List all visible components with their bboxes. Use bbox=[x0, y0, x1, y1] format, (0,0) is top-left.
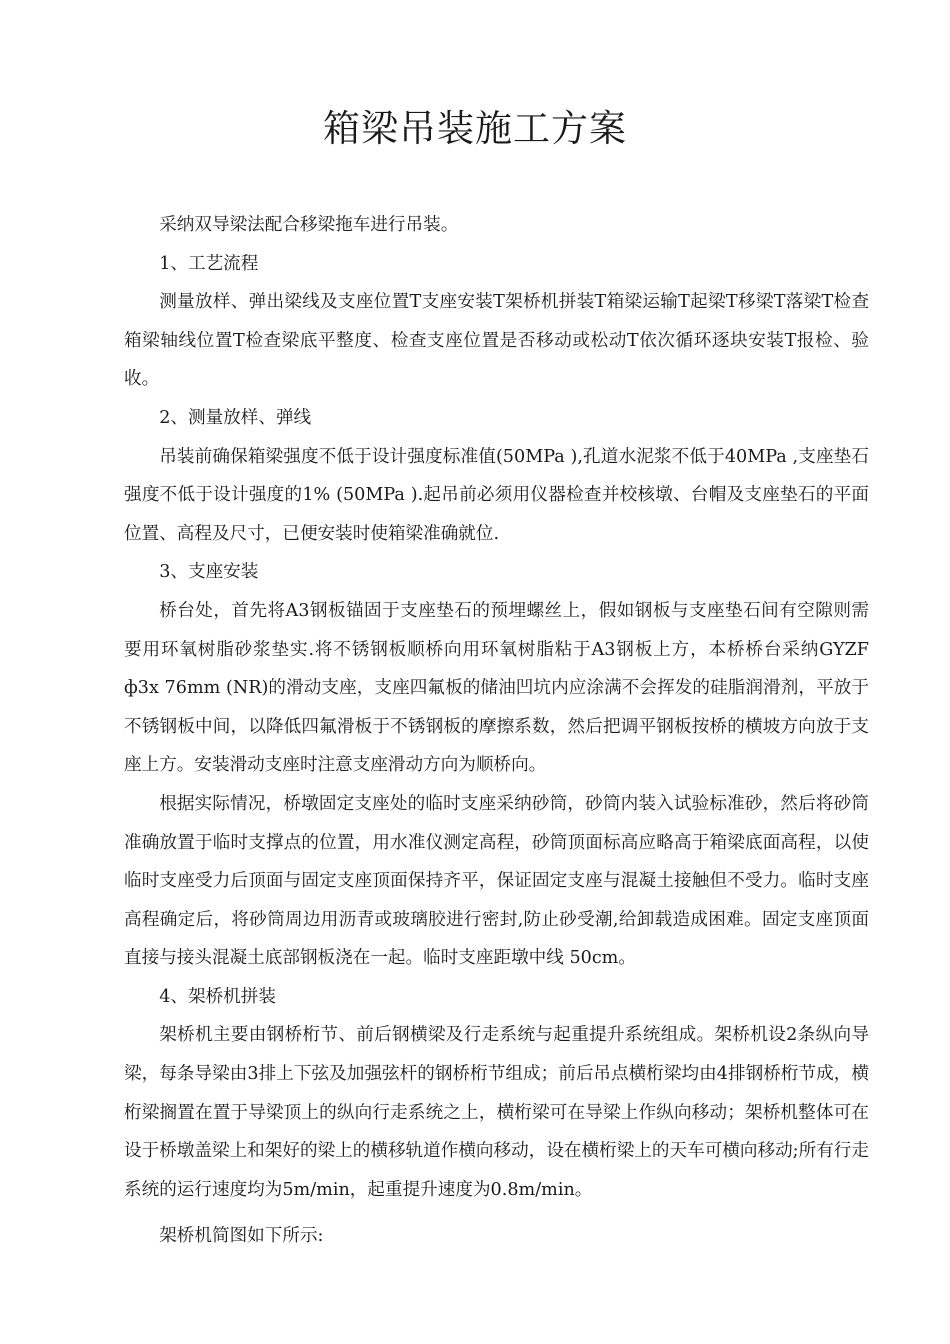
diagram-intro-paragraph: 架桥机简图如下所示: bbox=[159, 1226, 324, 1247]
section-heading-launcher: 4、架桥机拼装 bbox=[159, 986, 276, 1007]
intro-paragraph: 采纳双导梁法配合移梁拖车进行吊装。 bbox=[159, 215, 459, 235]
document-title: 箱梁吊装施工方案 bbox=[323, 107, 627, 150]
process-paragraph: 测量放样、弹出梁线及支座位置T支座安装T架桥机拼装T箱梁运输T起梁T移梁T落梁T检查箱梁轴线位置T检查梁底平整度、检查支座位置是否移动或松动T依次循环逐块安装T报检、验收。 bbox=[124, 292, 869, 390]
document-body bbox=[124, 206, 869, 1256]
bearing-paragraph-1: 桥台处，首先将A3钢板锚固于支座垫石的预埋螺丝上，假如钢板与支座垫石间有空隙则需要用环氧树脂砂浆垫实.将不锈钢板顺桥向用环氧树脂粘于A3钢板上方，本桥桥台采纳GYZF ф3x 76mm (NR)的滑动支座，支座四氟板的储油凹坑内应涂满不会挥发的硅脂润滑剂，平放于不锈钢板中间，以降低四氟滑板于不锈钢板的摩擦系数，然后把调平钢板按桥的横坡方向放于支座上方。安装滑动支座时注意支座滑动方向为顺桥向。 bbox=[124, 600, 869, 776]
survey-paragraph: 吊装前确保箱梁强度不低于设计强度标准值(50MPa ),孔道水泥浆不低于40MPa ,支座垫石强度不低于设计强度的1% (50MPa ).起吊前必须用仪器检查并校核墩、台帽及支座垫石的平面位置、高程及尺寸，已便安装时使箱梁准确就位. bbox=[124, 446, 869, 544]
bearing-paragraph-2: 根据实际情况，桥墩固定支座处的临时支座采纳砂筒，砂筒内装入试验标准砂，然后将砂筒准确放置于临时支撑点的位置，用水准仪测定高程，砂筒顶面标高应略高于箱梁底面高程，以使临时支座受力后顶面与固定支座顶面保持齐平，保证固定支座与混凝土接触但不受力。临时支座高程确定后，将砂筒周边用沥青或玻璃胶进行密封,防止砂受潮,给卸载造成困难。固定支座顶面直接与接头混凝土底部钢板浇在一起。临时支座距墩中线 50cm。 bbox=[124, 793, 869, 969]
launcher-paragraph: 架桥机主要由钢桥桁节、前后钢横梁及行走系统与起重提升系统组成。架桥机设2条纵向导梁，每条导梁由3排上下弦及加强弦杆的钢桥桁节组成；前后吊点横桁梁均由4排钢桥桁节成，横桁梁搁置在置于导梁顶上的纵向行走系统之上，横桁梁可在导梁上作纵向移动；架桥机整体可在设于桥墩盖梁上和架好的梁上的横移轨道作横向移动，设在横桁梁上的天车可横向移动;所有行走系统的运行速度均为5m/min，起重提升速度为0.8m/min。 bbox=[124, 1025, 869, 1200]
section-heading-bearing: 3、支座安装 bbox=[159, 562, 259, 583]
section-heading-process: 1、工艺流程 bbox=[159, 253, 259, 274]
section-heading-survey: 2、测量放样、弹线 bbox=[159, 407, 312, 428]
